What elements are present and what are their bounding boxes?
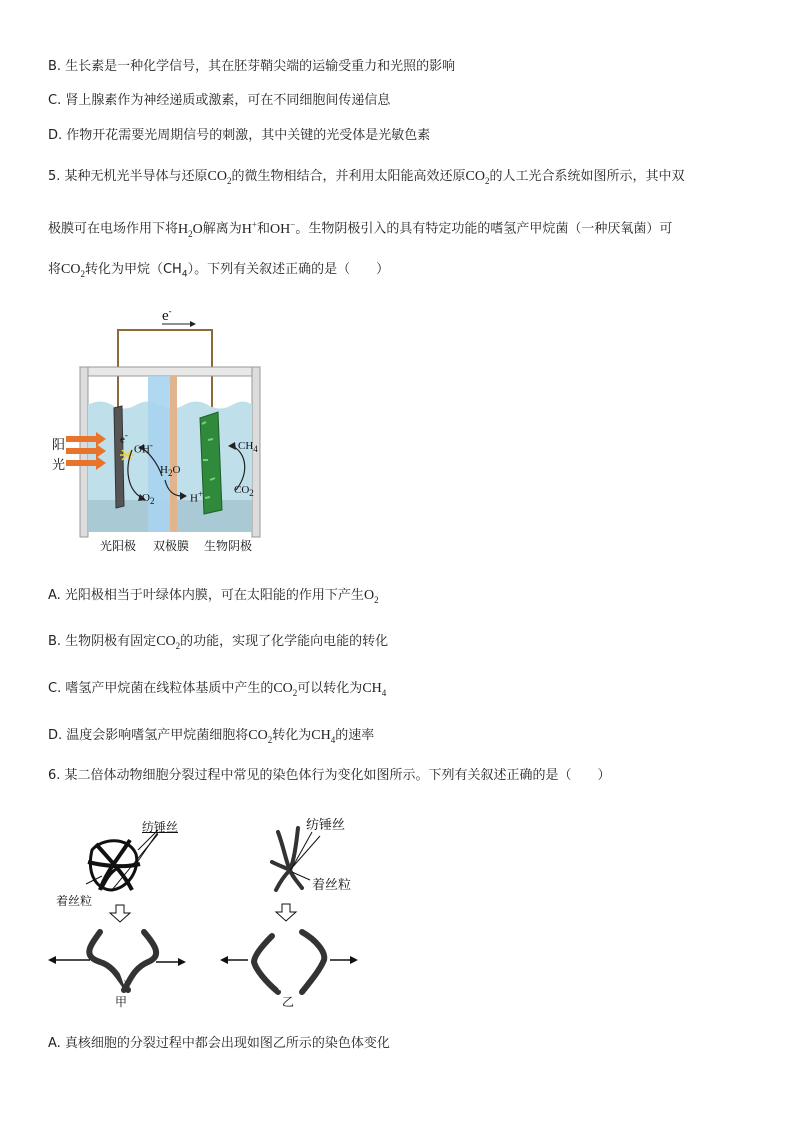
q5-option-a: A. 光阳极相当于叶绿体内膜，可在太阳能的作用下产生$O_2$: [48, 588, 379, 605]
q6-figure: [40, 810, 370, 1015]
q4-option-b: B. 生长素是一种化学信号，其在胚芽鞘尖端的运输受重力和光照的影响: [48, 59, 456, 74]
hydroxide-label: OH-: [134, 440, 153, 456]
q6-option-a: A. 真核细胞的分裂过程中都会出现如图乙所示的染色体变化: [48, 1036, 390, 1051]
artificial-photosynthesis-diagram: [40, 300, 280, 560]
methane-label: $CH_4$: [238, 440, 258, 455]
caption-biocathode: 生物阴极: [204, 539, 253, 553]
electron-label: e-: [162, 306, 172, 324]
q5-stem-line-1: 5. 某种无机光半导体与还原$CO_2$的微生物相结合，并利用太阳能高效还原$CO_2$的人工光合系统如图所示，其中双: [48, 169, 685, 186]
sunlight-label-1: 阳: [52, 438, 66, 453]
centromere-label-left: 着丝粒: [56, 894, 93, 908]
q5-figure: [40, 300, 280, 560]
sunlight-label-2: 光: [52, 458, 66, 473]
q5-option-c: C. 嗜氢产甲烷菌在线粒体基质中产生的$CO_2$可以转化为$CH_4$: [48, 681, 387, 698]
q4-option-d: D. 作物开花需要光周期信号的刺激，其中关键的光受体是光敏色素: [48, 128, 431, 143]
q4-option-c: C. 肾上腺素作为神经递质或激素，可在不同细胞间传递信息: [48, 93, 391, 108]
q5-option-d: D. 温度会影响嗜氢产甲烷菌细胞将$CO_2$转化为$CH_4$的速率: [48, 728, 375, 745]
caption-bipolar-membrane: 双极膜: [153, 539, 190, 553]
co2-label: $CO_2$: [234, 484, 254, 499]
q5-stem-line-2: 极膜可在电场作用下将$H_2O$解离为H+和OH−。生物阴极引入的具有特定功能的嗜氢产甲烷菌（一种厌氧菌）可: [48, 219, 673, 239]
q5-option-b: B. 生物阴极有固定$CO_2$的功能，实现了化学能向电能的转化: [48, 634, 389, 651]
spindle-label-left: 纺锤丝: [142, 820, 179, 834]
label-jia: 甲: [115, 995, 128, 1009]
spindle-label-right: 纺锤丝: [306, 818, 346, 833]
oxygen-label: $O_2$: [142, 492, 155, 507]
water-label: $H_2O$: [160, 464, 181, 479]
q6-stem: 6. 某二倍体动物细胞分裂过程中常见的染色体行为变化如图所示。下列有关叙述正确的是（ ）: [48, 768, 611, 783]
centromere-label-right: 着丝粒: [312, 878, 352, 893]
proton-label: H+: [190, 489, 204, 505]
chromosome-behavior-diagram: [40, 810, 370, 1015]
electron-anode-label: e-: [120, 430, 128, 446]
label-yi: 乙: [282, 995, 295, 1009]
q5-stem-line-3: 将$CO_2$转化为甲烷$(CH_4)$。下列有关叙述正确的是（ ）: [48, 262, 390, 280]
caption-photoanode: 光阳极: [100, 539, 137, 553]
